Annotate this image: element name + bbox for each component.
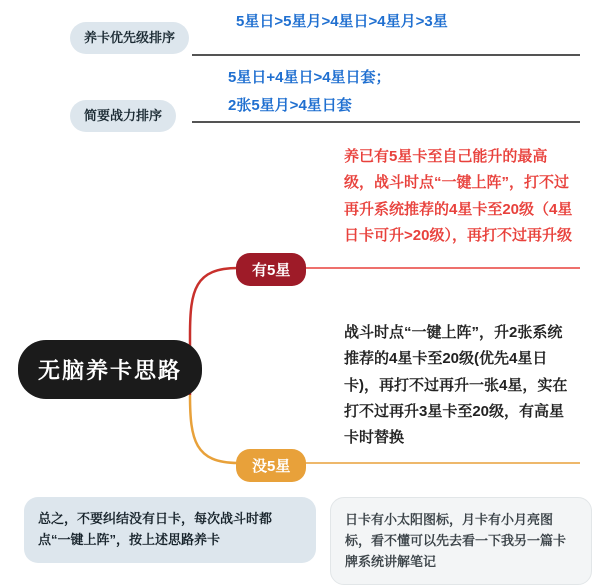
connector-orange	[190, 395, 238, 463]
branch-text-no-5star: 战斗时点“一键上阵”，升2张系统推荐的4星卡至20级(优先4星日卡)，再打不过再升一张4星，实在打不过再升3星卡至20级，有高星卡时替换	[344, 324, 568, 446]
text-priority-order: 5星日>5星月>4星日>4星月>3星	[236, 13, 448, 30]
label-power-order: 简要战力排序	[70, 100, 176, 132]
branch-node-has-5star: 有5星	[236, 253, 306, 286]
core-node-title: 无脑养卡思路	[18, 340, 202, 399]
branch-text-has-5star: 养已有5星卡至自己能升的最高级，战斗时点“一键上阵”，打不过再升系统推荐的4星卡至20级（4星日卡可升>20级），再打不过再升级	[344, 148, 573, 244]
branch-node-no-5star: 没5星	[236, 449, 306, 482]
connector-red	[190, 268, 238, 335]
text-power-order-line2: 2张5星月>4星日套	[228, 97, 352, 114]
text-power-order-line1: 5星日+4星日>4星日套；	[228, 69, 391, 86]
label-priority-order: 养卡优先级排序	[70, 22, 189, 54]
footer-note-icons: 日卡有小太阳图标，月卡有小月亮图标，看不懂可以先去看一下我另一篇卡牌系统讲解笔记	[330, 497, 592, 585]
footer-note-summary: 总之，不要纠结没有日卡，每次战斗时都点“一键上阵”，按上述思路养卡	[24, 497, 316, 563]
